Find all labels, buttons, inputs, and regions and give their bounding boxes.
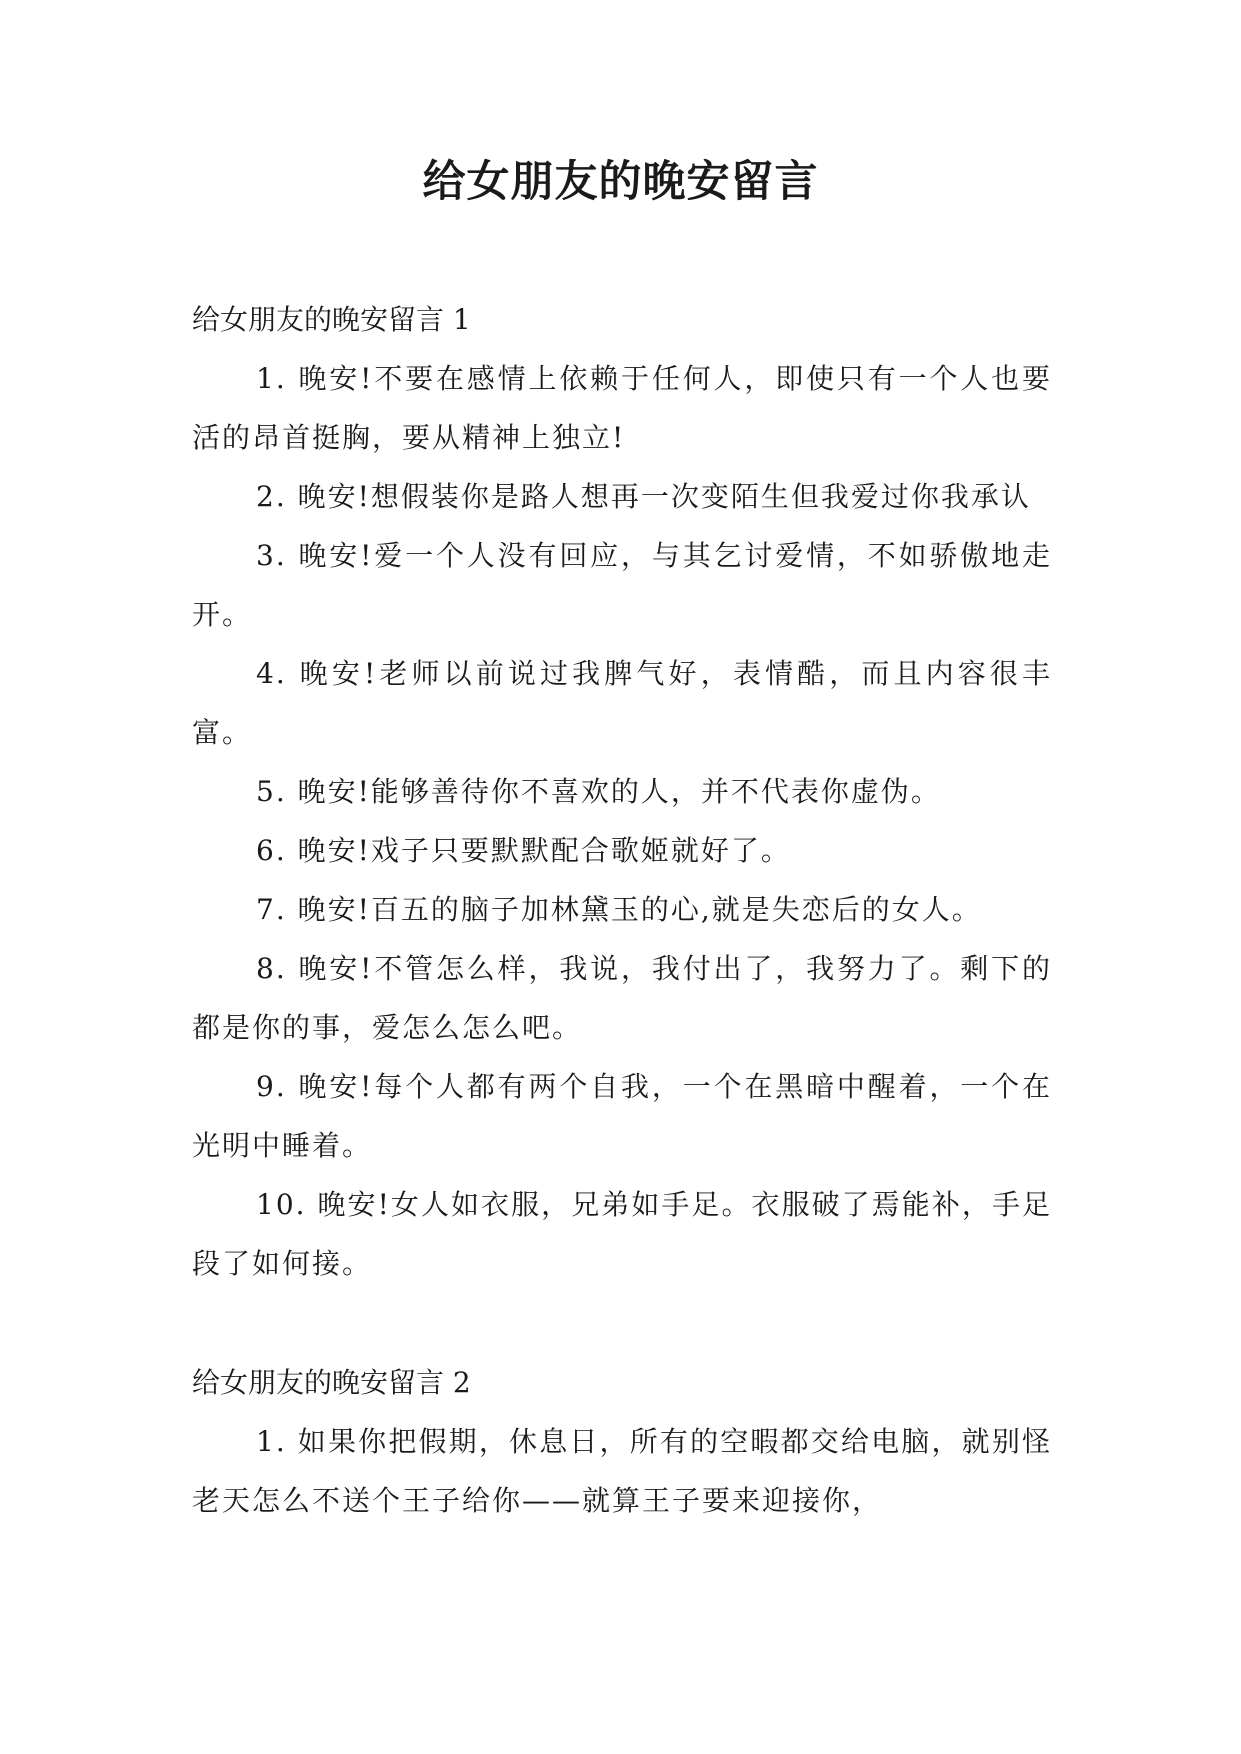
document-title: 给女朋友的晚安留言: [422, 157, 819, 207]
section-1: [192, 290, 1052, 1293]
list-item: 5. 晚安!能够善待你不喜欢的人，并不代表你虚伪。: [256, 775, 941, 808]
document-body: [192, 290, 1052, 1530]
list-item: 2. 晚安!想假装你是路人想再一次变陌生但我爱过你我承认: [256, 480, 1031, 513]
list-item: 8. 晚安!不管怎么样，我说，我付出了，我努力了。剩下的都是你的事，爱怎么怎么吧。: [192, 952, 1052, 1044]
list-item: 3. 晚安!爱一个人没有回应，与其乞讨爱情，不如骄傲地走开。: [192, 539, 1052, 631]
list-item: 9. 晚安!每个人都有两个自我，一个在黑暗中醒着，一个在光明中睡着。: [192, 1070, 1052, 1162]
section-2: [192, 1353, 1052, 1530]
list-item: 10. 晚安!女人如衣服，兄弟如手足。衣服破了焉能补，手足段了如何接。: [192, 1188, 1052, 1280]
section-heading: 给女朋友的晚安留言 1: [192, 303, 471, 336]
list-item: 4. 晚安!老师以前说过我脾气好，表情酷，而且内容很丰富。: [192, 657, 1052, 749]
list-item: 1. 如果你把假期，休息日，所有的空暇都交给电脑，就别怪老天怎么不送个王子给你——就算王子要来迎接你，: [192, 1425, 1052, 1517]
section-heading: 给女朋友的晚安留言 2: [192, 1366, 471, 1399]
list-item: 7. 晚安!百五的脑子加林黛玉的心,就是失恋后的女人。: [256, 893, 982, 926]
list-item: 6. 晚安!戏子只要默默配合歌姬就好了。: [256, 834, 791, 867]
list-item: 1. 晚安!不要在感情上依赖于任何人，即使只有一个人也要活的昂首挺胸，要从精神上独立!: [192, 362, 1052, 454]
